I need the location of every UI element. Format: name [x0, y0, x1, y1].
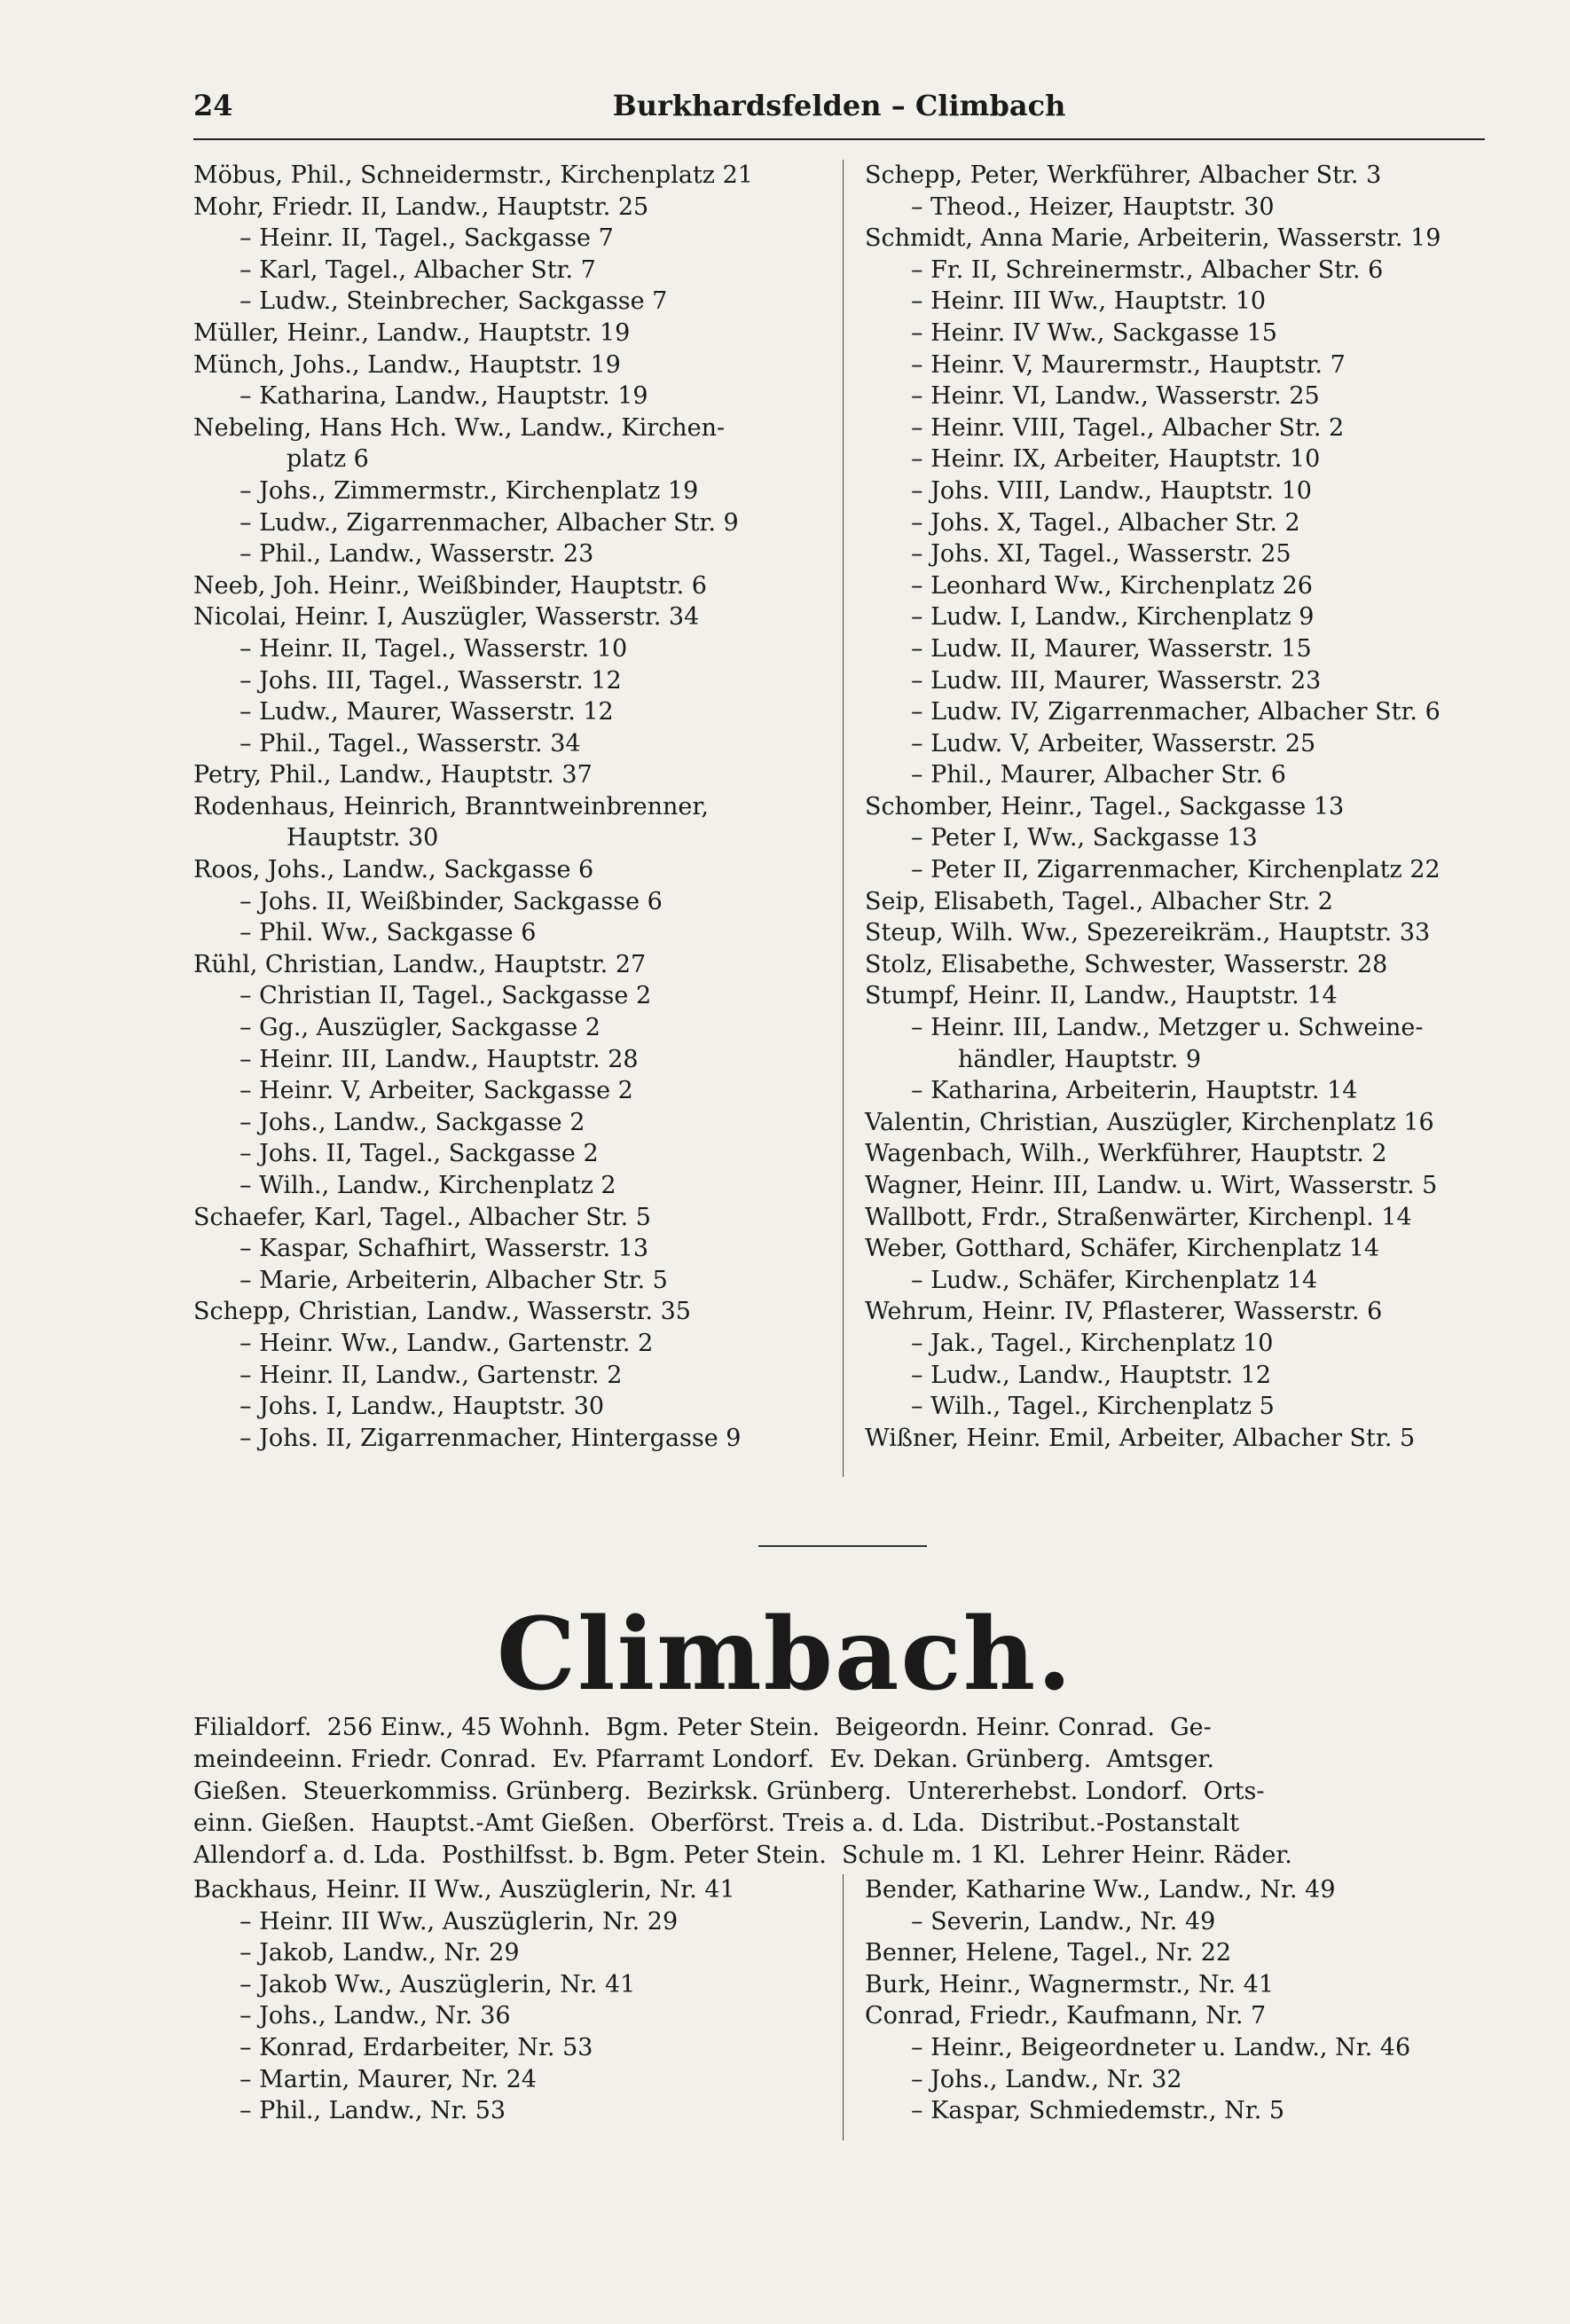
directory-entry: Burk, Heinr., Wagnermstr., Nr. 41: [865, 1970, 1275, 1998]
description-line: Filialdorf. 256 Einw., 45 Wohnh. Bgm. Peter Stein. Beigeordn. Heinr. Conrad. Ge-: [193, 1714, 1212, 1741]
right-column-entries-2: [865, 1874, 1490, 2127]
directory-entry: Stumpf, Heinr. II, Landw., Hauptstr. 14: [865, 982, 1338, 1010]
directory-entry: Wehrum, Heinr. IV, Pflasterer, Wasserstr. 6: [865, 1298, 1383, 1326]
description-line: einn. Gießen. Hauptst.-Amt Gießen. Oberförst. Treis a. d. Lda. Distribut.-Postanstalt: [193, 1810, 1239, 1837]
directory-entry: Backhaus, Heinr. II Ww., Auszüglerin, Nr. 41: [193, 1876, 735, 1904]
directory-entry: – Phil. Ww., Sackgasse 6: [239, 919, 537, 947]
directory-entry: Valentin, Christian, Auszügler, Kirchenplatz 16: [865, 1108, 1434, 1136]
right-column-entries: [865, 160, 1490, 1454]
directory-entry: händler, Hauptstr. 9: [958, 1045, 1202, 1073]
directory-entry: Schmidt, Anna Marie, Arbeiterin, Wasserstr. 19: [865, 224, 1441, 253]
directory-entry: Nicolai, Heinr. I, Auszügler, Wasserstr. 34: [193, 603, 700, 632]
directory-entry: – Konrad, Erdarbeiter, Nr. 53: [239, 2033, 593, 2061]
directory-entry: – Christian II, Tagel., Sackgasse 2: [239, 982, 652, 1010]
directory-entry: – Jak., Tagel., Kirchenplatz 10: [911, 1329, 1274, 1357]
directory-entry: – Ludw. V, Arbeiter, Wasserstr. 25: [911, 729, 1316, 758]
directory-entry: Conrad, Friedr., Kaufmann, Nr. 7: [865, 2002, 1267, 2030]
directory-entry: – Martin, Maurer, Nr. 24: [239, 2065, 537, 2093]
directory-entry: – Kaspar, Schmiedemstr., Nr. 5: [911, 2097, 1285, 2125]
directory-entry: – Johs., Landw., Sackgasse 2: [239, 1108, 585, 1136]
running-title: Burkhardsfelden – Climbach: [612, 89, 1066, 122]
directory-entry: – Heinr. VIII, Tagel., Albacher Str. 2: [911, 413, 1345, 442]
section-title: Climbach.: [496, 1597, 1074, 1713]
directory-entry: – Heinr. V, Maurermstr., Hauptstr. 7: [911, 350, 1346, 379]
directory-entry: – Heinr. VI, Landw., Wasserstr. 25: [911, 382, 1320, 411]
directory-entry: – Johs. II, Tagel., Sackgasse 2: [239, 1140, 599, 1168]
directory-entry: – Ludw., Steinbrecher, Sackgasse 7: [239, 287, 668, 316]
directory-entry: – Phil., Maurer, Albacher Str. 6: [911, 761, 1286, 789]
directory-entry: Schepp, Christian, Landw., Wasserstr. 35: [193, 1298, 691, 1326]
section-separator: [758, 1545, 927, 1547]
directory-entry: – Ludw. II, Maurer, Wasserstr. 15: [911, 634, 1312, 663]
directory-entry: Müller, Heinr., Landw., Hauptstr. 19: [193, 318, 631, 347]
directory-entry: Roos, Johs., Landw., Sackgasse 6: [193, 856, 594, 884]
directory-entry: Wagenbach, Wilh., Werkführer, Hauptstr. 2: [865, 1140, 1387, 1168]
directory-entry: – Katharina, Landw., Hauptstr. 19: [239, 382, 648, 411]
directory-entry: – Johs. I, Landw., Hauptstr. 30: [239, 1393, 605, 1421]
directory-entry: – Heinr., Beigeordneter u. Landw., Nr. 46: [911, 2033, 1411, 2061]
directory-entry: platz 6: [287, 445, 369, 474]
directory-entry: Petry, Phil., Landw., Hauptstr. 37: [193, 761, 593, 789]
directory-entry: – Heinr. II, Tagel., Sackgasse 7: [239, 224, 614, 253]
left-column-entries: [193, 160, 836, 1454]
directory-entry: Weber, Gotthard, Schäfer, Kirchenplatz 14: [865, 1235, 1380, 1263]
directory-entry: – Heinr. IV Ww., Sackgasse 15: [911, 318, 1277, 347]
directory-entry: – Ludw., Maurer, Wasserstr. 12: [239, 698, 614, 726]
directory-entry: – Gg., Auszügler, Sackgasse 2: [239, 1014, 601, 1042]
directory-entry: – Wilh., Landw., Kirchenplatz 2: [239, 1172, 616, 1199]
directory-entry: Schaefer, Karl, Tagel., Albacher Str. 5: [193, 1203, 651, 1231]
directory-entry: – Peter I, Ww., Sackgasse 13: [911, 824, 1258, 852]
directory-entry: Möbus, Phil., Schneidermstr., Kirchenplatz 21: [193, 161, 753, 189]
directory-entry: – Fr. II, Schreinermstr., Albacher Str. 6: [911, 255, 1384, 284]
directory-entry: – Ludw. III, Maurer, Wasserstr. 23: [911, 666, 1322, 695]
directory-entry: – Johs., Landw., Nr. 36: [239, 2002, 511, 2030]
directory-entry: – Karl, Tagel., Albacher Str. 7: [239, 255, 596, 284]
directory-entry: – Jakob Ww., Auszüglerin, Nr. 41: [239, 1970, 636, 1998]
directory-entry: – Ludw. I, Landw., Kirchenplatz 9: [911, 603, 1315, 632]
directory-entry: – Ludw., Landw., Hauptstr. 12: [911, 1361, 1272, 1389]
directory-entry: Rodenhaus, Heinrich, Branntweinbrenner,: [193, 792, 709, 820]
directory-entry: Wagner, Heinr. III, Landw. u. Wirt, Wasserstr. 5: [865, 1172, 1438, 1199]
directory-entry: – Johs. II, Zigarrenmacher, Hintergasse 9: [239, 1424, 742, 1452]
directory-entry: – Heinr. V, Arbeiter, Sackgasse 2: [239, 1077, 633, 1105]
directory-entry: – Johs. VIII, Landw., Hauptstr. 10: [911, 476, 1312, 505]
directory-entry: – Heinr. III Ww., Hauptstr. 10: [911, 287, 1267, 316]
directory-entry: – Heinr. III, Landw., Metzger u. Schweine-: [911, 1014, 1424, 1042]
directory-entry: – Phil., Landw., Wasserstr. 23: [239, 540, 594, 569]
directory-entry: – Ludw., Zigarrenmacher, Albacher Str. 9: [239, 508, 739, 537]
left-column-entries-2: [193, 1874, 836, 2127]
directory-entry: – Peter II, Zigarrenmacher, Kirchenplatz 22: [911, 856, 1440, 884]
directory-entry: Münch, Johs., Landw., Hauptstr. 19: [193, 350, 621, 379]
directory-entry: Stolz, Elisabethe, Schwester, Wasserstr. 28: [865, 950, 1388, 978]
directory-entry: – Leonhard Ww., Kirchenplatz 26: [911, 571, 1313, 600]
directory-entry: – Katharina, Arbeiterin, Hauptstr. 14: [911, 1077, 1358, 1105]
directory-entry: – Heinr. II, Landw., Gartenstr. 2: [239, 1361, 623, 1389]
directory-entry: Rühl, Christian, Landw., Hauptstr. 27: [193, 950, 647, 978]
directory-entry: Wallbott, Frdr., Straßenwärter, Kirchenpl. 14: [865, 1203, 1412, 1231]
directory-entry: Steup, Wilh. Ww., Spezereikräm., Hauptstr. 33: [865, 919, 1431, 947]
directory-entry: – Heinr. III Ww., Auszüglerin, Nr. 29: [239, 1907, 679, 1935]
directory-entry: – Johs. XI, Tagel., Wasserstr. 25: [911, 540, 1291, 569]
directory-entry: – Johs. X, Tagel., Albacher Str. 2: [911, 508, 1300, 537]
page-header: [193, 89, 1485, 142]
directory-entry: Schepp, Peter, Werkführer, Albacher Str. 3: [865, 161, 1382, 189]
directory-entry: Schomber, Heinr., Tagel., Sackgasse 13: [865, 792, 1345, 820]
section-description: [193, 1712, 1485, 1872]
directory-entry: Wißner, Heinr. Emil, Arbeiter, Albacher Str. 5: [865, 1424, 1416, 1452]
directory-entry: Bender, Katharine Ww., Landw., Nr. 49: [865, 1876, 1336, 1904]
directory-entry: Nebeling, Hans Hch. Ww., Landw., Kirchen-: [193, 413, 726, 442]
directory-entry: – Heinr. Ww., Landw., Gartenstr. 2: [239, 1329, 654, 1357]
description-line: meindeeinn. Friedr. Conrad. Ev. Pfarramt Londorf. Ev. Dekan. Grünberg. Amtsger.: [193, 1746, 1214, 1773]
column-divider-2: [843, 1874, 844, 2140]
directory-entry: Seip, Elisabeth, Tagel., Albacher Str. 2: [865, 887, 1333, 915]
column-divider: [843, 160, 844, 1477]
directory-entry: Neeb, Joh. Heinr., Weißbinder, Hauptstr. 6: [193, 571, 707, 600]
directory-entry: – Ludw., Schäfer, Kirchenplatz 14: [911, 1266, 1318, 1294]
directory-entry: – Wilh., Tagel., Kirchenplatz 5: [911, 1393, 1275, 1421]
directory-entry: – Heinr. III, Landw., Hauptstr. 28: [239, 1045, 639, 1073]
directory-entry: – Johs. III, Tagel., Wasserstr. 12: [239, 666, 622, 695]
directory-entry: – Phil., Tagel., Wasserstr. 34: [239, 729, 581, 758]
directory-entry: – Marie, Arbeiterin, Albacher Str. 5: [239, 1266, 668, 1294]
description-line: Gießen. Steuerkommiss. Grünberg. Bezirksk. Grünberg. Untererhebst. Londorf. Orts-: [193, 1778, 1265, 1805]
directory-entry: – Kaspar, Schafhirt, Wasserstr. 13: [239, 1235, 649, 1263]
directory-entry: – Theod., Heizer, Hauptstr. 30: [911, 192, 1275, 221]
directory-entry: – Johs., Zimmermstr., Kirchenplatz 19: [239, 476, 699, 505]
directory-entry: – Heinr. II, Tagel., Wasserstr. 10: [239, 634, 628, 663]
directory-entry: Benner, Helene, Tagel., Nr. 22: [865, 1939, 1232, 1967]
directory-entry: – Heinr. IX, Arbeiter, Hauptstr. 10: [911, 445, 1321, 474]
directory-entry: Hauptstr. 30: [287, 824, 439, 852]
directory-entry: – Ludw. IV, Zigarrenmacher, Albacher Str. 6: [911, 698, 1440, 726]
directory-entry: – Severin, Landw., Nr. 49: [911, 1907, 1216, 1935]
page-number: 24: [193, 89, 233, 122]
description-line: Allendorf a. d. Lda. Posthilfsst. b. Bgm. Peter Stein. Schule m. 1 Kl. Lehrer Heinr. Räder.: [193, 1841, 1292, 1869]
directory-entry: – Johs., Landw., Nr. 32: [911, 2065, 1182, 2093]
directory-entry: – Phil., Landw., Nr. 53: [239, 2097, 506, 2125]
directory-entry: – Johs. II, Weißbinder, Sackgasse 6: [239, 887, 663, 915]
directory-entry: Mohr, Friedr. II, Landw., Hauptstr. 25: [193, 192, 649, 221]
directory-entry: – Jakob, Landw., Nr. 29: [239, 1939, 520, 1967]
header-rule: [193, 138, 1485, 140]
